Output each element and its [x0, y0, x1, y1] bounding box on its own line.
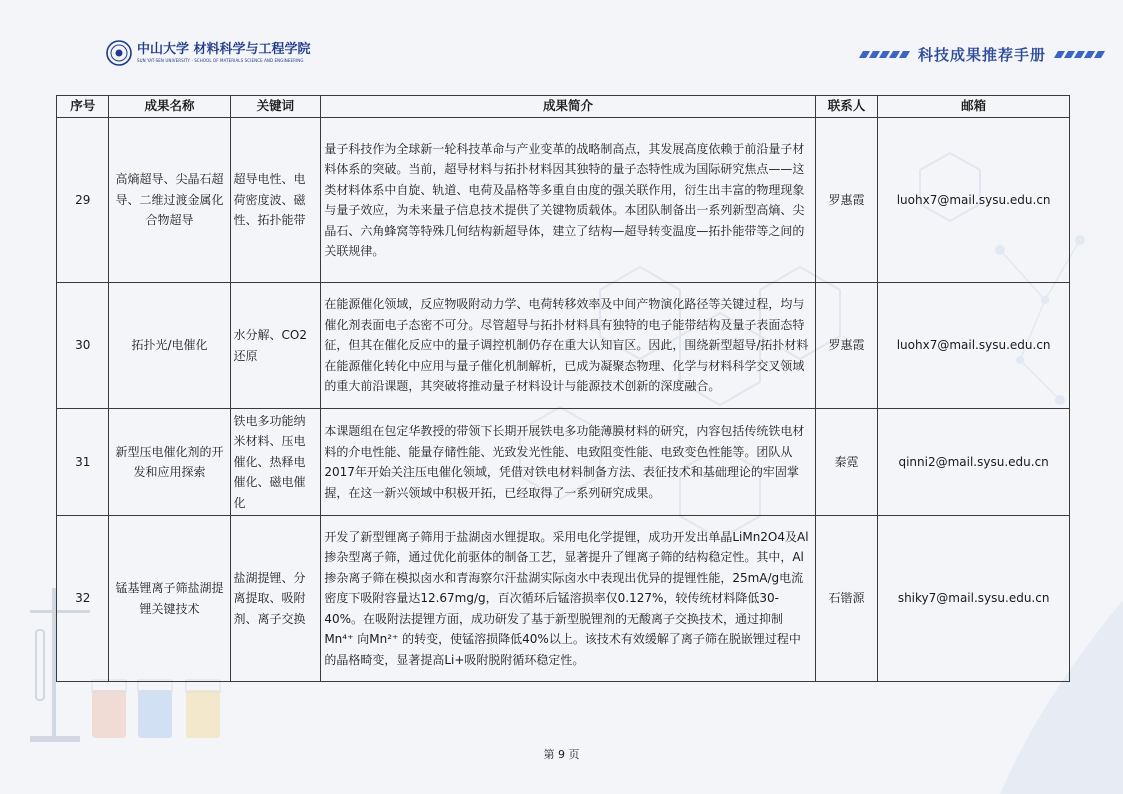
email-address: luohx7@mail.sysu.edu.cn [878, 118, 1070, 283]
row-number: 29 [57, 118, 109, 283]
keywords: 水分解、CO2还原 [230, 283, 321, 409]
table-row [57, 516, 1070, 682]
achievements-table [56, 95, 1070, 682]
column-header-description: 成果简介 [321, 96, 815, 118]
logo-english-text: SUN YAT-SEN UNIVERSITY · SCHOOL OF MATERIALS SCIENCE AND ENGINEERING [137, 58, 304, 63]
achievement-name: 高熵超导、尖晶石超导、二维过渡金属化合物超导 [109, 118, 230, 283]
column-header-no: 序号 [57, 96, 109, 118]
table-row [57, 283, 1070, 409]
keywords: 超导电性、电荷密度波、磁性、拓扑能带 [230, 118, 321, 283]
description: 开发了新型锂离子筛用于盐湖卤水锂提取。采用电化学提锂，成功开发出单晶LiMn2O4及Al掺杂型离子筛，通过优化前驱体的制备工艺，显著提升了锂离子筛的结构稳定性。其中，Al掺杂离子筛在模拟卤水和青海察尔汗盐湖实际卤水中表现出优异的提锂性能，25mA/g电流密度下吸附容量达12.67mg/g，百次循环后锰溶损率仅0.127%，较传统材料降低30-40%。在吸附法提锂方面，成功研发了基于新型脱锂剂的无酸离子交换技术，通过抑制Mn⁴⁺ 向Mn²⁺ 的转变，使锰溶损降低40%以上。该技术有效缓解了离子筛在脱嵌锂过程中的晶格畸变，显著提高Li+吸附脱附循环稳定性。 [321, 516, 815, 682]
contact-person: 罗惠霞 [815, 118, 878, 283]
description: 在能源催化领域，反应物吸附动力学、电荷转移效率及中间产物演化路径等关键过程，均与催化剂表面电子态密不可分。尽管超导与拓扑材料具有独特的电子能带结构及量子表面态特征，但其在催化反应中的量子调控机制仍存在重大认知盲区。因此，围绕新型超导/拓扑材料在能源催化转化中应用与量子催化机制解析，已成为凝聚态物理、化学与材料科学交叉领域的重大前沿课题，其突破将推动量子材料设计与能源技术创新的深度融合。 [321, 283, 815, 409]
page-number: 第 9 页 [543, 748, 580, 761]
table-row [57, 409, 1070, 516]
handbook-banner [861, 44, 1103, 65]
achievement-name: 拓扑光/电催化 [109, 283, 230, 409]
page-header [0, 0, 1123, 90]
table-row [57, 118, 1070, 283]
row-number: 30 [57, 283, 109, 409]
email-address: shiky7@mail.sysu.edu.cn [878, 516, 1070, 682]
row-number: 31 [57, 409, 109, 516]
description: 量子科技作为全球新一轮科技革命与产业变革的战略制高点，其发展高度依赖于前沿量子材料体系的突破。当前，超导材料与拓扑材料因其独特的量子态特性成为国际研究焦点——这类材料体系中自旋、轨道、电荷及晶格等多重自由度的强关联作用，衍生出丰富的物理现象与量子效应，为未来量子信息技术提供了关键物质载体。本团队制备出一系列新型高熵、尖晶石、六角蜂窝等特殊几何结构新超导体，建立了结构—超导转变温度—拓扑能带等之间的关联规律。 [321, 118, 815, 283]
keywords: 盐湖提锂、分离提取、吸附剂、离子交换 [230, 516, 321, 682]
keywords: 铁电多功能纳米材料、压电催化、热释电催化、磁电催化 [230, 409, 321, 516]
table-header-row [57, 96, 1070, 118]
handbook-title: 科技成果推荐手册 [917, 46, 1046, 64]
email-address: qinni2@mail.sysu.edu.cn [878, 409, 1070, 516]
row-number: 32 [57, 516, 109, 682]
column-header-keywords: 关键词 [230, 96, 321, 118]
email-address: luohx7@mail.sysu.edu.cn [878, 283, 1070, 409]
stripes-left-decoration [861, 51, 908, 58]
contact-person: 罗惠霞 [815, 283, 878, 409]
column-header-email: 邮箱 [878, 96, 1070, 118]
stripes-right-decoration [1056, 51, 1103, 58]
contact-person: 石锴源 [815, 516, 878, 682]
contact-person: 秦霓 [815, 409, 878, 516]
achievement-name: 新型压电催化剂的开发和应用探索 [109, 409, 230, 516]
column-header-name: 成果名称 [109, 96, 230, 118]
description: 本课题组在包定华教授的带领下长期开展铁电多功能薄膜材料的研究，内容包括传统铁电材料的介电性能、能量存储性能、光致发光性能、电致阻变性能、电致变色性能等。团队从2017年开始关注压电催化领域，凭借对铁电材料制备方法、表征技术和基础理论的牢固掌握，在这一新兴领域中积极开拓，已经取得了一系列研究成果。 [321, 409, 815, 516]
university-logo [106, 40, 311, 66]
logo-text: 中山大学 材料科学与工程学院 [137, 42, 311, 57]
achievement-name: 锰基锂离子筛盐湖提锂关键技术 [109, 516, 230, 682]
column-header-contact: 联系人 [815, 96, 878, 118]
university-seal-icon [106, 40, 132, 66]
